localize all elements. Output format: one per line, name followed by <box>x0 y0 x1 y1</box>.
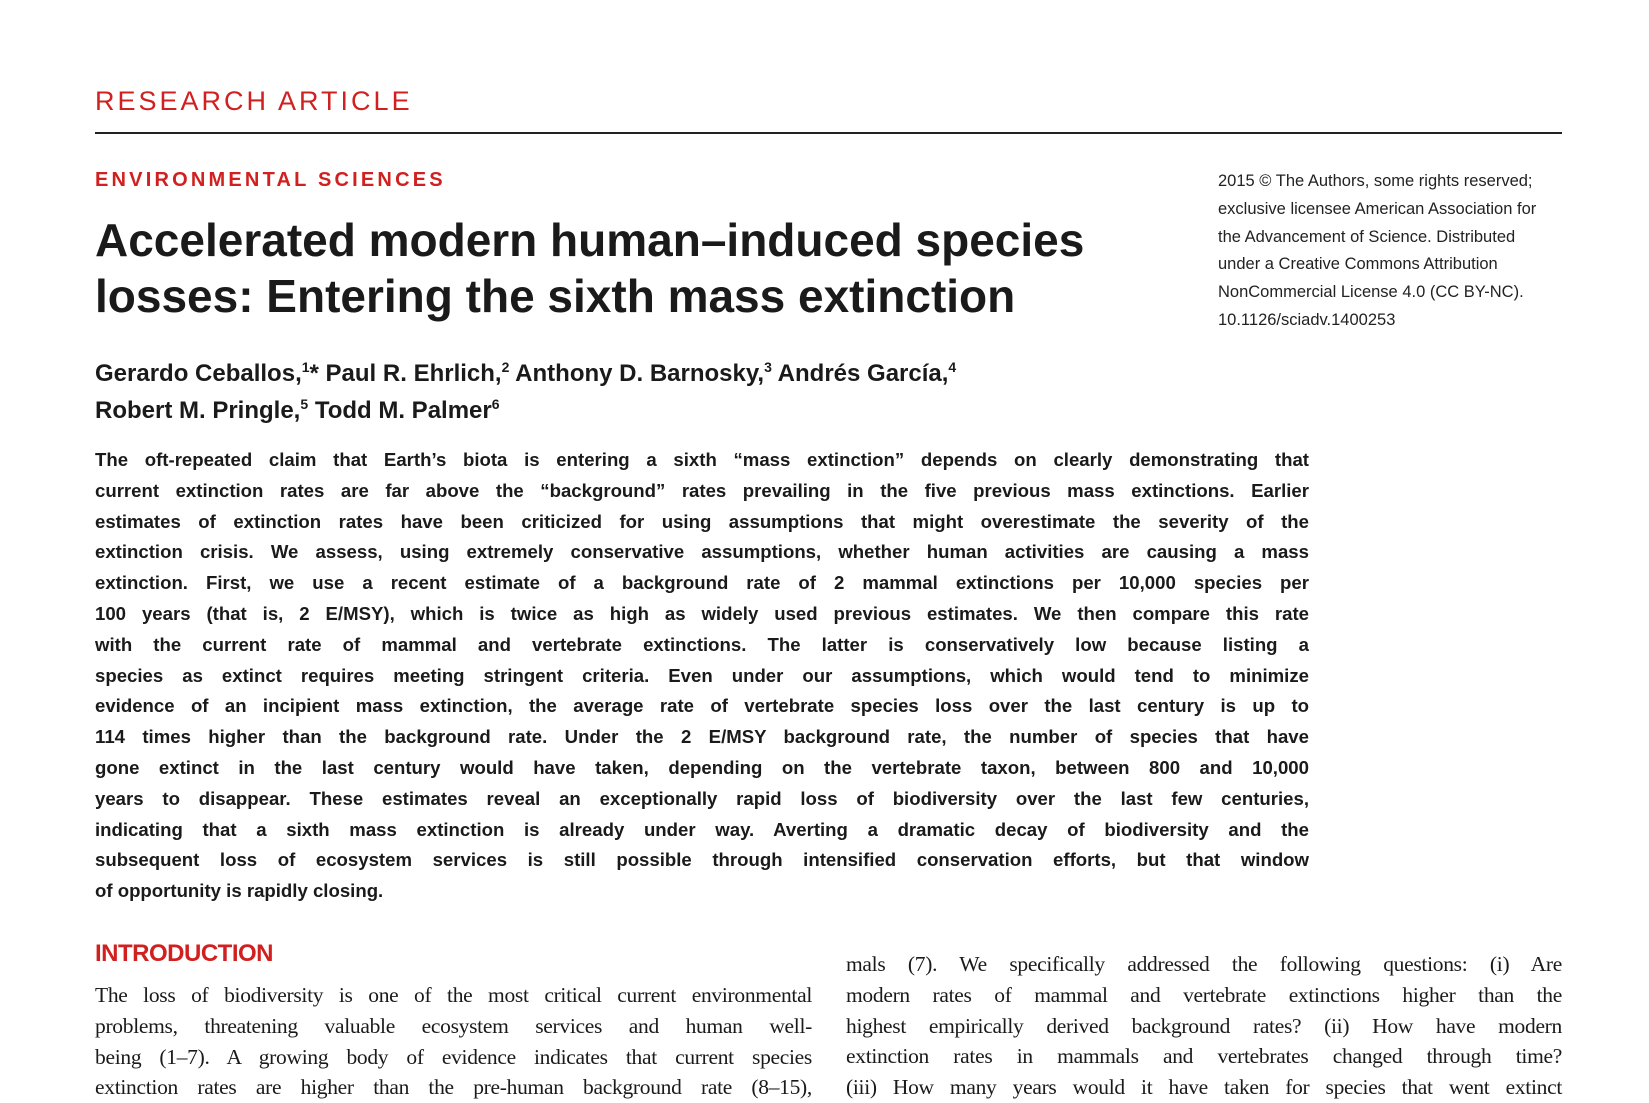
author-affiliation: 5 <box>300 396 309 412</box>
author-line <box>95 352 956 389</box>
abstract-line: species as extinct requires meeting stringent criteria. Even under our assumptions, which would tend to minimize <box>95 664 1309 686</box>
author-name: Robert M. Pringle, <box>95 397 301 424</box>
license-notice <box>1218 168 1536 335</box>
introduction-heading: INTRODUCTION <box>95 940 273 967</box>
author-name: Anthony D. Barnosky, <box>509 360 765 387</box>
header-divider <box>95 132 1562 134</box>
author-name: Andrés García, <box>771 360 949 387</box>
body-column-right <box>846 949 1562 1103</box>
abstract <box>95 445 1309 907</box>
section-label: ENVIRONMENTAL SCIENCES <box>95 169 446 191</box>
body-line: The loss of biodiversity is one of the most critical current environmental <box>95 983 812 1007</box>
article-type-label: RESEARCH ARTICLE <box>95 86 413 116</box>
body-line: being (1–7). A growing body of evidence indicates that current species <box>95 1044 812 1069</box>
abstract-line: current extinction rates are far above the “background” rates prevailing in the five previous mass extinctions. Earlier <box>95 479 1309 501</box>
abstract-line: subsequent loss of ecosystem services is still possible through intensified conservation efforts, but that window <box>95 849 1309 871</box>
title-line: Accelerated modern human–induced species <box>95 214 1085 266</box>
body-column-left <box>95 980 812 1103</box>
abstract-line: 114 times higher than the background rate. Under the 2 E/MSY background rate, the number of species that have <box>95 726 1309 748</box>
license-line: 10.1126/sciadv.1400253 <box>1218 310 1396 329</box>
body-line: modern rates of mammal and vertebrate extinctions higher than the <box>846 982 1562 1007</box>
abstract-line: extinction. First, we use a recent estimate of a background rate of 2 mammal extinctions per 10,000 species per <box>95 572 1309 594</box>
body-line: extinction rates are higher than the pre-human background rate (8–15), <box>95 1075 812 1100</box>
abstract-line: of opportunity is rapidly closing. <box>95 880 384 902</box>
body-line: extinction rates in mammals and vertebrates changed through time? <box>846 1044 1562 1069</box>
body-line: problems, threatening valuable ecosystem services and human well- <box>95 1013 812 1038</box>
abstract-line: gone extinct in the last century would have taken, depending on the vertebrate taxon, between 800 and 10,000 <box>95 756 1309 778</box>
abstract-line: estimates of extinction rates have been criticized for using assumptions that might overestimate the severity of the <box>95 510 1309 532</box>
license-line: under a Creative Commons Attribution <box>1218 255 1498 274</box>
abstract-line: indicating that a sixth mass extinction is already under way. Averting a dramatic decay of biodiversity and the <box>95 818 1309 840</box>
license-line: the Advancement of Science. Distributed <box>1218 227 1516 246</box>
author-affiliation: 2 <box>501 359 510 375</box>
abstract-line: years to disappear. These estimates reveal an exceptionally rapid loss of biodiversity over the last few centuries, <box>95 787 1309 809</box>
author-affiliation: 4 <box>948 359 957 375</box>
title-line: losses: Entering the sixth mass extinction <box>95 270 1016 322</box>
author-list <box>95 352 956 426</box>
abstract-line: with the current rate of mammal and vertebrate extinctions. The latter is conservatively low because listing a <box>95 633 1309 655</box>
license-line: NonCommercial License 4.0 (CC BY-NC). <box>1218 283 1524 302</box>
body-line: mals (7). We specifically addressed the following questions: (i) Are <box>846 952 1562 976</box>
author-name: Todd M. Palmer <box>308 397 492 424</box>
body-line: highest empirically derived background rates? (ii) How have modern <box>846 1013 1562 1038</box>
author-line <box>95 389 956 426</box>
abstract-line: evidence of an incipient mass extinction, the average rate of vertebrate species loss over the last century is up to <box>95 695 1309 717</box>
author-affiliation: 1 <box>301 359 310 375</box>
license-line: 2015 © The Authors, some rights reserved; <box>1218 172 1533 190</box>
article-title <box>95 212 1084 324</box>
corresponding-author-mark: * <box>309 360 319 387</box>
author-affiliation: 6 <box>491 396 500 412</box>
abstract-line: extinction crisis. We assess, using extremely conservative assumptions, whether human activities are causing a mass <box>95 541 1309 563</box>
body-line: (iii) How many years would it have taken for species that went extinct <box>846 1075 1562 1100</box>
author-name: Paul R. Ehrlich, <box>318 360 502 387</box>
license-line: exclusive licensee American Association for <box>1218 199 1537 218</box>
abstract-line: 100 years (that is, 2 E/MSY), which is twice as high as widely used previous estimates. We then compare this rate <box>95 602 1309 624</box>
abstract-line: The oft-repeated claim that Earth’s biota is entering a sixth “mass extinction” depends on clearly demonstrating that <box>95 449 1309 470</box>
author-name: Gerardo Ceballos, <box>95 360 302 387</box>
author-affiliation: 3 <box>764 359 772 375</box>
